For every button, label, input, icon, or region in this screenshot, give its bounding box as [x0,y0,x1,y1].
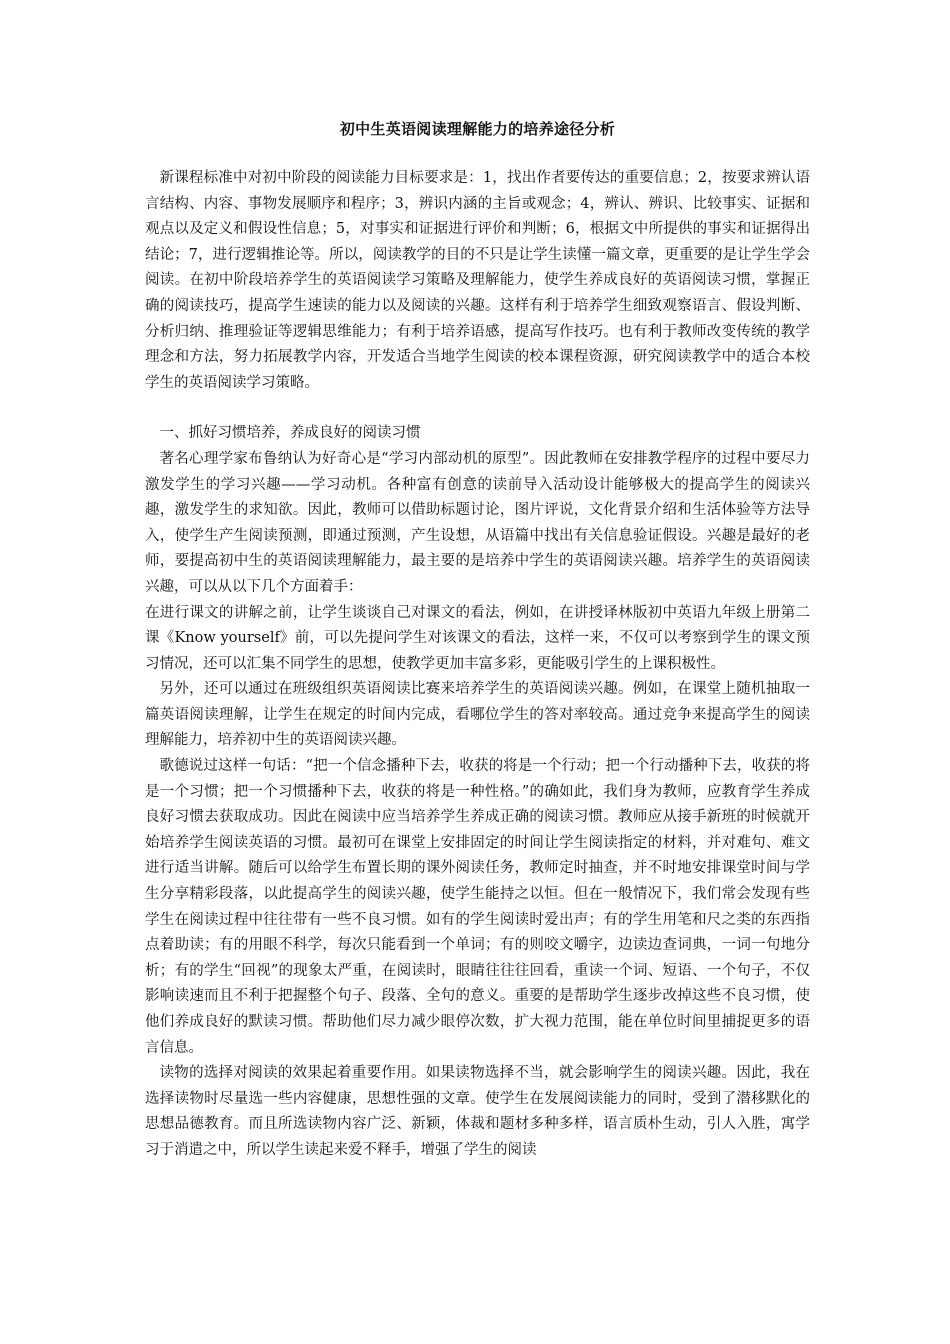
body-paragraph-reading-habits: 歌德说过这样一句话：“把一个信念播种下去，收获的将是一个行动；把一个行动播种下去，收获的将是一个习惯；把一个习惯播种下去，收获的将是一种性格。”的确如此，我们身为教师，应教育学生养成良好习惯去获取成功。因此在阅读中应当培养学生养成正确的阅读习惯。教师应从接手新班的时候就开始培养学生阅读英语的习惯。最初可在课堂上安排固定的时间让学生阅读指定的材料，并对难句、难文进行适当讲解。随后可以给学生布置长期的课外阅读任务，教师定时抽查，并不时地安排课堂时间与学生分享精彩段落，以此提高学生的阅读兴趣，使学生能持之以恒。但在一般情况下，我们常会发现有些学生在阅读过程中往往带有一些不良习惯。如有的学生阅读时爱出声；有的学生用笔和尺之类的东西指点着助读；有的用眼不科学，每次只能看到一个单词；有的则咬文嚼字，边读边查词典，一词一句地分析；有的学生“回视”的现象太严重，在阅读时，眼睛往往往回看，重读一个词、短语、一个句子，不仅影响读速而且不利于把握整个句子、段落、全句的意义。重要的是帮助学生逐步改掉这些不良习惯，使他们养成良好的默读习惯。帮助他们尽力减少眼停次数，扩大视力范围，能在单位时间里捕捉更多的语言信息。 [145,758,810,1056]
document-title: 初中生英语阅读理解能力的培养途径分析 [339,120,616,138]
body-paragraph-curiosity: 著名心理学家布鲁纳认为好奇心是“学习内部动机的原型”。因此教师在安排教学程序的过程中要尽力激发学生的学习兴趣——学习动机。各种富有创意的读前导入活动设计能够极大的提高学生的阅读兴趣，激发学生的求知欲。因此，教师可以借助标题讨论，图片评说，文化背景介绍和生活体验等方法导入，使学生产生阅读预测，即通过预测，产生设想，从语篇中找出有关信息验证假设。兴趣是最好的老师，要提高初中生的英语阅读理解能力，最主要的是培养中学生的英语阅读兴趣。培养学生的英语阅读兴趣，可以从以下几个方面着手： [145,450,810,595]
body-paragraph-material-selection: 读物的选择对阅读的效果起着重要作用。如果读物选择不当，就会影响学生的阅读兴趣。因此，我在选择读物时尽量选一些内容健康，思想性强的文章。使学生在发展阅读能力的同时，受到了潜移默化的思想品德教育。而且所选读物内容广泛、新颖，体裁和题材多种多样，语言质朴生动，引人入胜，寓学习于消遣之中，所以学生读起来爱不释手，增强了学生的阅读 [145,1065,810,1158]
intro-paragraph: 新课程标准中对初中阶段的阅读能力目标要求是：1，找出作者要传达的重要信息；2，按要求辨认语言结构、内容、事物发展顺序和程序；3，辨识内涵的主旨或观念；4，辨认、辨识、比较事实、证据和观点以及定义和假设性信息；5，对事实和证据进行评价和判断；6，根据文中所提供的事实和证据得出结论；7，进行逻辑推论等。所以，阅读教学的目的不只是让学生读懂一篇文章，更重要的是让学生学会阅读。在初中阶段培养学生的英语阅读学习策略及理解能力，使学生养成良好的英语阅读习惯，掌握正确的阅读技巧，提高学生速读的能力以及阅读的兴趣。这样有利于培养学生细致观察语言、假设判断、分析归纳、推理验证等逻辑思维能力；有利于培养语感，提高写作技巧。也有利于教师改变传统的教学理念和方法，努力拓展教学内容，开发适合当地学生阅读的校本课程资源，研究阅读教学中的适合本校学生的英语阅读学习策略。 [145,170,810,391]
body-paragraph-reading-contest: 另外，还可以通过在班级组织英语阅读比赛来培养学生的英语阅读兴趣。例如，在课堂上随机抽取一篇英语阅读理解，让学生在规定的时间内完成，看哪位学生的答对率较高。通过竞争来提高学生的阅读理解能力，培养初中生的英语阅读兴趣。 [145,681,810,749]
body-paragraph-lesson-discussion: 在进行课文的讲解之前，让学生谈谈自己对课文的看法，例如，在讲授译林版初中英语九年级上册第二课《Know yourself》前，可以先提问学生对该课文的看法，这样一来，不仅可以考察到学生的课文预习情况，还可以汇集不同学生的思想，使教学更加丰富多彩，更能吸引学生的上课积极性。 [145,604,810,672]
paragraph-gap [145,396,810,421]
document-page [145,118,810,1164]
section-heading: 一、抓好习惯培养，养成良好的阅读习惯 [159,425,421,442]
